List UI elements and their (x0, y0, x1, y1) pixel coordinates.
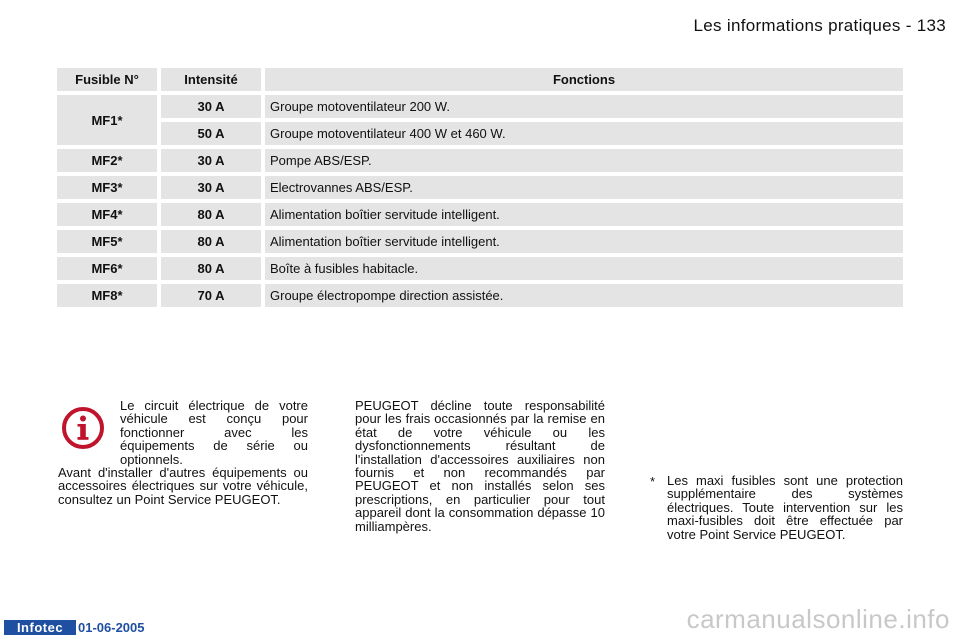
fuse-table (57, 68, 903, 311)
function-cell: Alimentation boîtier servitude intelligent. (265, 203, 903, 226)
intensity-cell: 70 A (161, 284, 261, 307)
fuse-group (57, 203, 903, 226)
watermark: carmanualsonline.info (686, 604, 950, 634)
fuse-group (57, 230, 903, 253)
header-functions: Fonctions (265, 68, 903, 91)
intensity-cell: 30 A (161, 95, 261, 118)
function-cell: Groupe électropompe direction assistée. (265, 284, 903, 307)
table-row (161, 284, 903, 307)
page-title: Les informations pratiques - 133 (693, 16, 946, 35)
table-row (161, 95, 903, 118)
table-row (161, 257, 903, 280)
fuse-number-cell: MF5* (57, 230, 157, 253)
fuse-number-cell: MF6* (57, 257, 157, 280)
function-cell: Alimentation boîtier servitude intelligent. (265, 230, 903, 253)
fuse-number-cell: MF3* (57, 176, 157, 199)
table-row (161, 122, 903, 145)
fuse-number-cell: MF1* (57, 95, 157, 145)
disclaimer-paragraph: PEUGEOT décline toute responsabilité pour les frais occasionnés par la remise en état de votre véhicule ou les dysfonctionnements résultant de l'installation d'accessoires auxiliaires non fournis et non recommandés par PEUGEOT et non installés selon ses prescriptions, en particulier pour tout appareil dont la consommation dépasse 10 milliampères. (355, 398, 605, 534)
table-row (161, 203, 903, 226)
fuse-group (57, 95, 903, 145)
header-intensity: Intensité (161, 68, 261, 91)
header-fuse: Fusible N° (57, 68, 157, 91)
table-body (57, 95, 903, 307)
intensity-cell: 80 A (161, 203, 261, 226)
fuse-group (57, 257, 903, 280)
fuse-number-cell: MF2* (57, 149, 157, 172)
note-asterisk: * (650, 474, 656, 489)
footer-date: 01-06-2005 (78, 620, 145, 635)
intensity-cell: 30 A (161, 176, 261, 199)
table-row (161, 230, 903, 253)
function-cell: Electrovannes ABS/ESP. (265, 176, 903, 199)
function-cell: Groupe motoventilateur 400 W et 460 W. (265, 122, 903, 145)
table-header-row (57, 68, 903, 91)
table-row (161, 149, 903, 172)
function-cell: Pompe ABS/ESP. (265, 149, 903, 172)
function-cell: Boîte à fusibles habitacle. (265, 257, 903, 280)
fuse-number-cell: MF8* (57, 284, 157, 307)
infotec-logo: Infotec (4, 620, 76, 635)
intensity-cell: 80 A (161, 230, 261, 253)
info-paragraph-2: Avant d'installer d'autres équipements ou accessoires électriques sur votre véhicule, consultez un Point Service PEUGEOT. (58, 465, 308, 507)
info-icon (61, 406, 105, 450)
intensity-cell: 50 A (161, 122, 261, 145)
fuse-group (57, 176, 903, 199)
fuse-group (57, 149, 903, 172)
table-row (161, 176, 903, 199)
info-paragraph-1: Le circuit électrique de votre véhicule est conçu pour fonctionner avec les équipements de série ou optionnels. (120, 398, 308, 467)
intensity-cell: 30 A (161, 149, 261, 172)
fuse-group (57, 284, 903, 307)
maxi-fuse-note: Les maxi fusibles sont une protection supplémentaire des systèmes électriques. Toute intervention sur les maxi-fusibles doit être effectuée par votre Point Service PEUGEOT. (667, 473, 903, 542)
fuse-number-cell: MF4* (57, 203, 157, 226)
function-cell: Groupe motoventilateur 200 W. (265, 95, 903, 118)
intensity-cell: 80 A (161, 257, 261, 280)
